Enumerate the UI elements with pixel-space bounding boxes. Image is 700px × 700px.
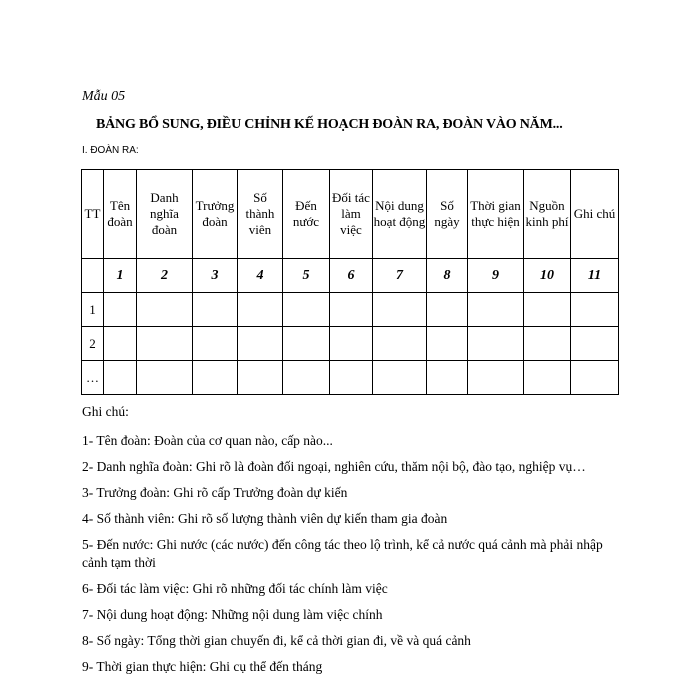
table-cell[interactable]	[193, 293, 238, 327]
table-cell[interactable]	[373, 293, 427, 327]
header-cell: Đối tác làm việc	[330, 170, 373, 259]
table-cell[interactable]	[427, 327, 468, 361]
column-number-cell: 6	[330, 259, 373, 293]
column-number-cell: 8	[427, 259, 468, 293]
document-title: BẢNG BỔ SUNG, ĐIỀU CHỈNH KẾ HOẠCH ĐOÀN RA, ĐOÀN VÀO NĂM...	[96, 117, 563, 132]
table-cell[interactable]	[571, 361, 619, 395]
note-item: 6- Đối tác làm việc: Ghi rõ những đối tác chính làm việc	[82, 581, 388, 596]
note-item: 9- Thời gian thực hiện: Ghi cụ thể đến tháng	[82, 659, 323, 674]
header-cell: Đến nước	[283, 170, 330, 259]
table-cell[interactable]	[571, 293, 619, 327]
column-number-cell: 10	[524, 259, 571, 293]
column-number-cell: 3	[193, 259, 238, 293]
table-cell[interactable]	[193, 327, 238, 361]
notes-heading: Ghi chú:	[82, 404, 129, 419]
column-number-cell-empty	[82, 259, 104, 293]
note-item: 4- Số thành viên: Ghi rõ số lượng thành viên dự kiến tham gia đoàn	[82, 511, 448, 526]
header-cell: Nội dung hoạt động	[373, 170, 427, 259]
table-cell[interactable]	[238, 361, 283, 395]
section-label: I. ĐOÀN RA:	[82, 145, 139, 156]
column-number-cell: 1	[104, 259, 137, 293]
table-cell[interactable]	[104, 327, 137, 361]
header-cell: Danh nghĩa đoàn	[137, 170, 193, 259]
table-cell[interactable]	[137, 327, 193, 361]
table-cell[interactable]	[283, 293, 330, 327]
note-item: 2- Danh nghĩa đoàn: Ghi rõ là đoàn đối ngoại, nghiên cứu, thăm nội bộ, đào tạo, nghiệp vụ…	[82, 459, 586, 474]
table-cell[interactable]	[193, 361, 238, 395]
notes-section	[82, 403, 622, 684]
table-cell[interactable]	[468, 293, 524, 327]
table-cell[interactable]	[571, 327, 619, 361]
note-item: 8- Số ngày: Tổng thời gian chuyến đi, kể cả thời gian đi, về và quá cảnh	[82, 633, 471, 648]
note-item: 1- Tên đoàn: Đoàn của cơ quan nào, cấp nào...	[82, 433, 333, 448]
form-code: Mẫu 05	[82, 89, 126, 104]
table-cell[interactable]	[524, 293, 571, 327]
table-cell[interactable]	[238, 293, 283, 327]
delegation-plan-table	[81, 169, 619, 395]
header-cell: Ghi chú	[571, 170, 619, 259]
table-header-row	[82, 170, 619, 259]
table-cell[interactable]	[373, 361, 427, 395]
header-cell: Nguồn kinh phí	[524, 170, 571, 259]
notes-list	[82, 432, 622, 676]
note-item: 7- Nội dung hoạt động: Những nội dung làm việc chính	[82, 607, 383, 622]
table-cell[interactable]	[524, 327, 571, 361]
table-cell[interactable]	[427, 293, 468, 327]
table-row	[82, 361, 619, 395]
column-number-cell: 5	[283, 259, 330, 293]
table-cell[interactable]	[524, 361, 571, 395]
header-cell: Trưởng đoàn	[193, 170, 238, 259]
header-cell: Thời gian thực hiện	[468, 170, 524, 259]
table-cell[interactable]	[330, 327, 373, 361]
table-cell[interactable]	[104, 293, 137, 327]
note-item: 5- Đến nước: Ghi nước (các nước) đến công tác theo lộ trình, kể cả nước quá cảnh mà phải nhập cảnh tạm thời	[82, 537, 603, 570]
table-cell[interactable]	[468, 361, 524, 395]
table-cell[interactable]	[238, 327, 283, 361]
table-cell[interactable]	[283, 361, 330, 395]
column-number-cell: 11	[571, 259, 619, 293]
column-number-cell: 4	[238, 259, 283, 293]
table-row	[82, 327, 619, 361]
table-cell[interactable]	[330, 361, 373, 395]
table-row	[82, 293, 619, 327]
row-number-cell: 2	[82, 327, 104, 361]
table-cell[interactable]	[468, 327, 524, 361]
table-cell[interactable]	[137, 293, 193, 327]
header-cell: Tên đoàn	[104, 170, 137, 259]
column-number-cell: 7	[373, 259, 427, 293]
table-cell[interactable]	[137, 361, 193, 395]
header-cell: Số thành viên	[238, 170, 283, 259]
table-cell[interactable]	[330, 293, 373, 327]
table-cell[interactable]	[283, 327, 330, 361]
column-number-cell: 2	[137, 259, 193, 293]
table-cell[interactable]	[373, 327, 427, 361]
row-number-cell: …	[82, 361, 104, 395]
header-cell: Số ngày	[427, 170, 468, 259]
row-number-cell: 1	[82, 293, 104, 327]
table-cell[interactable]	[104, 361, 137, 395]
header-cell-tt: TT	[82, 170, 104, 259]
note-item: 3- Trưởng đoàn: Ghi rõ cấp Trưởng đoàn dự kiến	[82, 485, 348, 500]
column-number-row	[82, 259, 619, 293]
table-cell[interactable]	[427, 361, 468, 395]
column-number-cell: 9	[468, 259, 524, 293]
